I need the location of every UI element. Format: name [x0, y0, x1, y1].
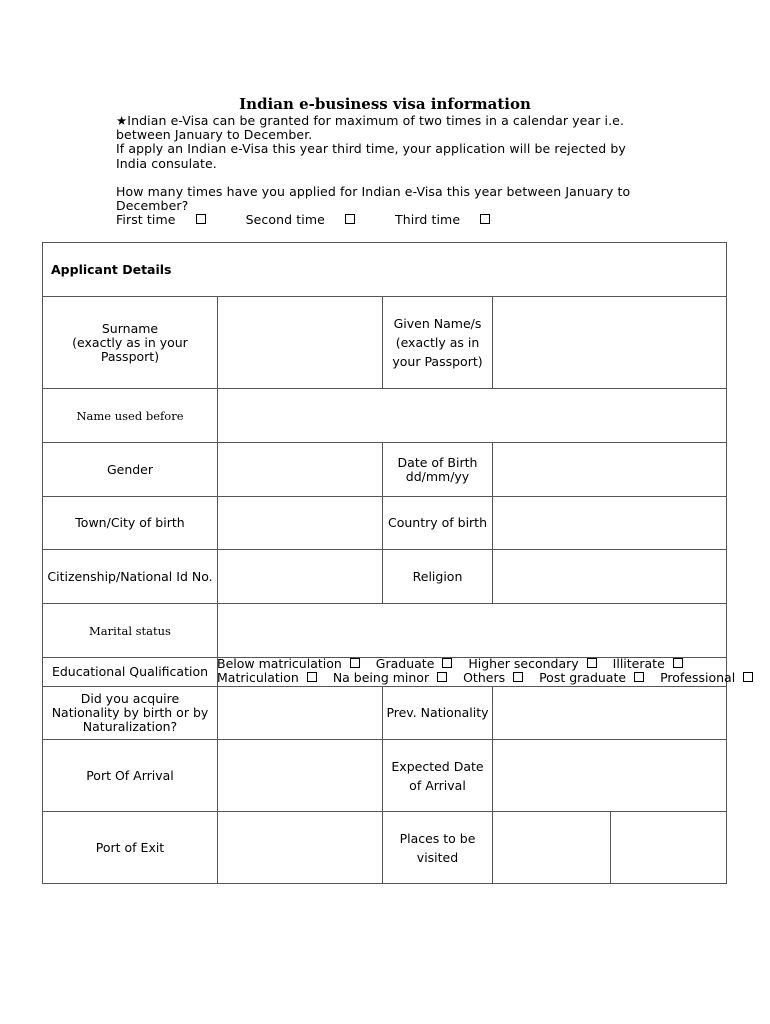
port-of-arrival-label: Port Of Arrival [43, 740, 218, 812]
edu-matriculation[interactable]: Matriculation [217, 670, 323, 685]
applicant-form [42, 242, 736, 884]
checkbox[interactable] [442, 658, 452, 668]
nationality-acquired-field[interactable] [218, 687, 383, 740]
edu-others[interactable]: Others [463, 670, 529, 685]
expected-date-label: Expected Date of Arrival [383, 740, 493, 812]
edu-professional[interactable]: Professional [660, 670, 759, 685]
applied-options [116, 213, 656, 227]
education-label: Educational Qualification [43, 658, 218, 687]
town-of-birth-label: Town/City of birth [43, 497, 218, 550]
places-to-visit-field-1[interactable] [493, 812, 611, 884]
edu-graduate[interactable]: Graduate [376, 656, 459, 671]
checkbox[interactable] [673, 658, 683, 668]
citizenship-label: Citizenship/National Id No. [43, 550, 218, 604]
surname-label: Surname (exactly as in your Passport) [43, 297, 218, 389]
option-first-time[interactable]: First time [116, 212, 224, 227]
checkbox[interactable] [743, 672, 753, 682]
document-title: Indian e-business visa information [239, 95, 531, 113]
expected-date-field[interactable] [493, 740, 727, 812]
country-of-birth-field[interactable] [493, 497, 727, 550]
edu-illiterate[interactable]: Illiterate [613, 656, 689, 671]
town-of-birth-field[interactable] [218, 497, 383, 550]
prev-nationality-field[interactable] [493, 687, 727, 740]
gender-field[interactable] [218, 443, 383, 497]
checkbox[interactable] [437, 672, 447, 682]
applied-question: How many times have you applied for Indian e-Visa this year between January to December? [116, 183, 631, 214]
option-second-time[interactable]: Second time [246, 212, 373, 227]
edu-higher-secondary[interactable]: Higher secondary [468, 656, 602, 671]
marital-status-field[interactable] [218, 604, 727, 658]
date-of-birth-label: Date of Birth dd/mm/yy [383, 443, 493, 497]
intro-line-2: If apply an Indian e-Visa this year third time, your application will be rejected by India consulate. [116, 141, 626, 171]
nationality-acquired-label: Did you acquire Nationality by birth or by Naturalization? [43, 687, 218, 740]
edu-na-being-minor[interactable]: Na being minor [333, 670, 453, 685]
given-name-field[interactable] [493, 297, 727, 389]
option-third-time[interactable]: Third time [395, 212, 508, 227]
country-of-birth-label: Country of birth [383, 497, 493, 550]
intro-line-1: ★Indian e-Visa can be granted for maximum of two times in a calendar year i.e. between January to December. [116, 113, 625, 143]
edu-below-matriculation[interactable]: Below matriculation [217, 656, 366, 671]
religion-field[interactable] [493, 550, 727, 604]
checkbox[interactable] [307, 672, 317, 682]
port-of-arrival-field[interactable] [218, 740, 383, 812]
date-of-birth-field[interactable] [493, 443, 727, 497]
checkbox[interactable] [480, 214, 490, 224]
prev-nationality-label: Prev. Nationality [383, 687, 493, 740]
port-of-exit-field[interactable] [218, 812, 383, 884]
name-used-before-field[interactable] [218, 389, 727, 443]
name-used-before-label: Name used before [43, 389, 218, 443]
applicant-details-heading: Applicant Details [43, 243, 727, 297]
education-row-1 [217, 657, 765, 671]
education-options [217, 657, 765, 685]
religion-label: Religion [383, 550, 493, 604]
gender-label: Gender [43, 443, 218, 497]
given-name-label: Given Name/s (exactly as in your Passport) [383, 297, 493, 389]
intro-section [116, 114, 656, 227]
checkbox[interactable] [513, 672, 523, 682]
port-of-exit-label: Port of Exit [43, 812, 218, 884]
citizenship-field[interactable] [218, 550, 383, 604]
checkbox[interactable] [196, 214, 206, 224]
checkbox[interactable] [350, 658, 360, 668]
checkbox[interactable] [587, 658, 597, 668]
places-to-visit-label: Places to be visited [383, 812, 493, 884]
edu-post-graduate[interactable]: Post graduate [539, 670, 650, 685]
places-to-visit-field-2[interactable] [611, 812, 727, 884]
marital-status-label: Marital status [43, 604, 218, 658]
checkbox[interactable] [345, 214, 355, 224]
surname-field[interactable] [218, 297, 383, 389]
education-row-2 [217, 671, 765, 685]
checkbox[interactable] [634, 672, 644, 682]
